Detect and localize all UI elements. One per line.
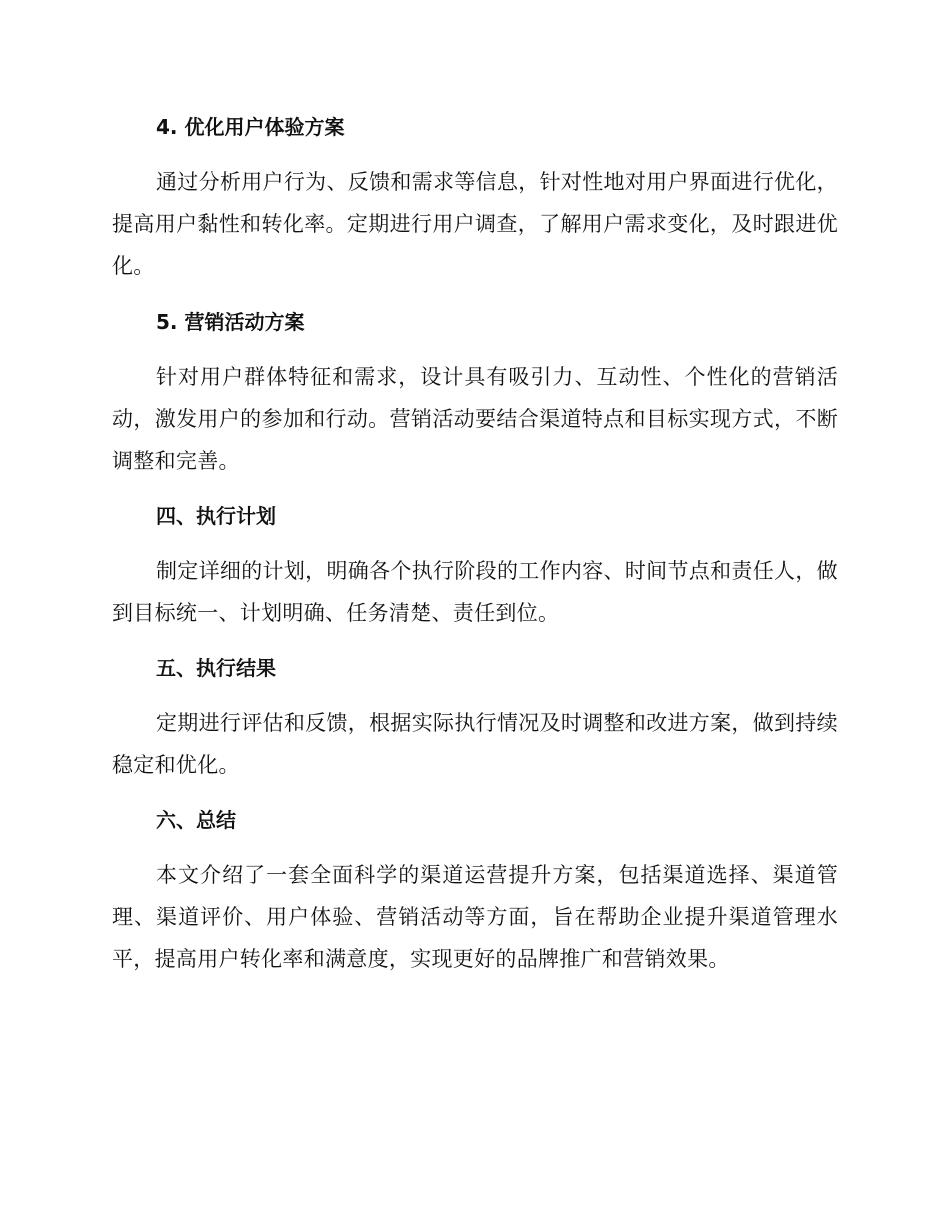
section-heading-optimize-ux: 4. 优化用户体验方案 [156, 115, 345, 139]
section-heading-execution-plan: 四、执行计划 [156, 504, 276, 528]
section-heading-summary: 六、总结 [156, 808, 236, 832]
section-body-execution-plan: 制定详细的计划，明确各个执行阶段的工作内容、时间节点和责任人，做到目标统一、计划明确、任务清楚、责任到位。 [112, 559, 838, 625]
section-heading-marketing: 5. 营销活动方案 [156, 310, 305, 334]
section-body-execution-results: 定期进行评估和反馈，根据实际执行情况及时调整和改进方案，做到持续稳定和优化。 [112, 711, 838, 777]
section-body-summary: 本文介绍了一套全面科学的渠道运营提升方案，包括渠道选择、渠道管理、渠道评价、用户体验、营销活动等方面，旨在帮助企业提升渠道管理水平，提高用户转化率和满意度，实现更好的品牌推广和营销效果。 [112, 863, 838, 971]
section-heading-execution-results: 五、执行结果 [156, 656, 276, 680]
section-body-marketing: 针对用户群体特征和需求，设计具有吸引力、互动性、个性化的营销活动，激发用户的参加和行动。营销活动要结合渠道特点和目标实现方式，不断调整和完善。 [112, 365, 838, 473]
document-page [112, 0, 838, 1230]
section-body-optimize-ux: 通过分析用户行为、反馈和需求等信息，针对性地对用户界面进行优化，提高用户黏性和转化率。定期进行用户调查，了解用户需求变化，及时跟进优化。 [112, 170, 838, 278]
